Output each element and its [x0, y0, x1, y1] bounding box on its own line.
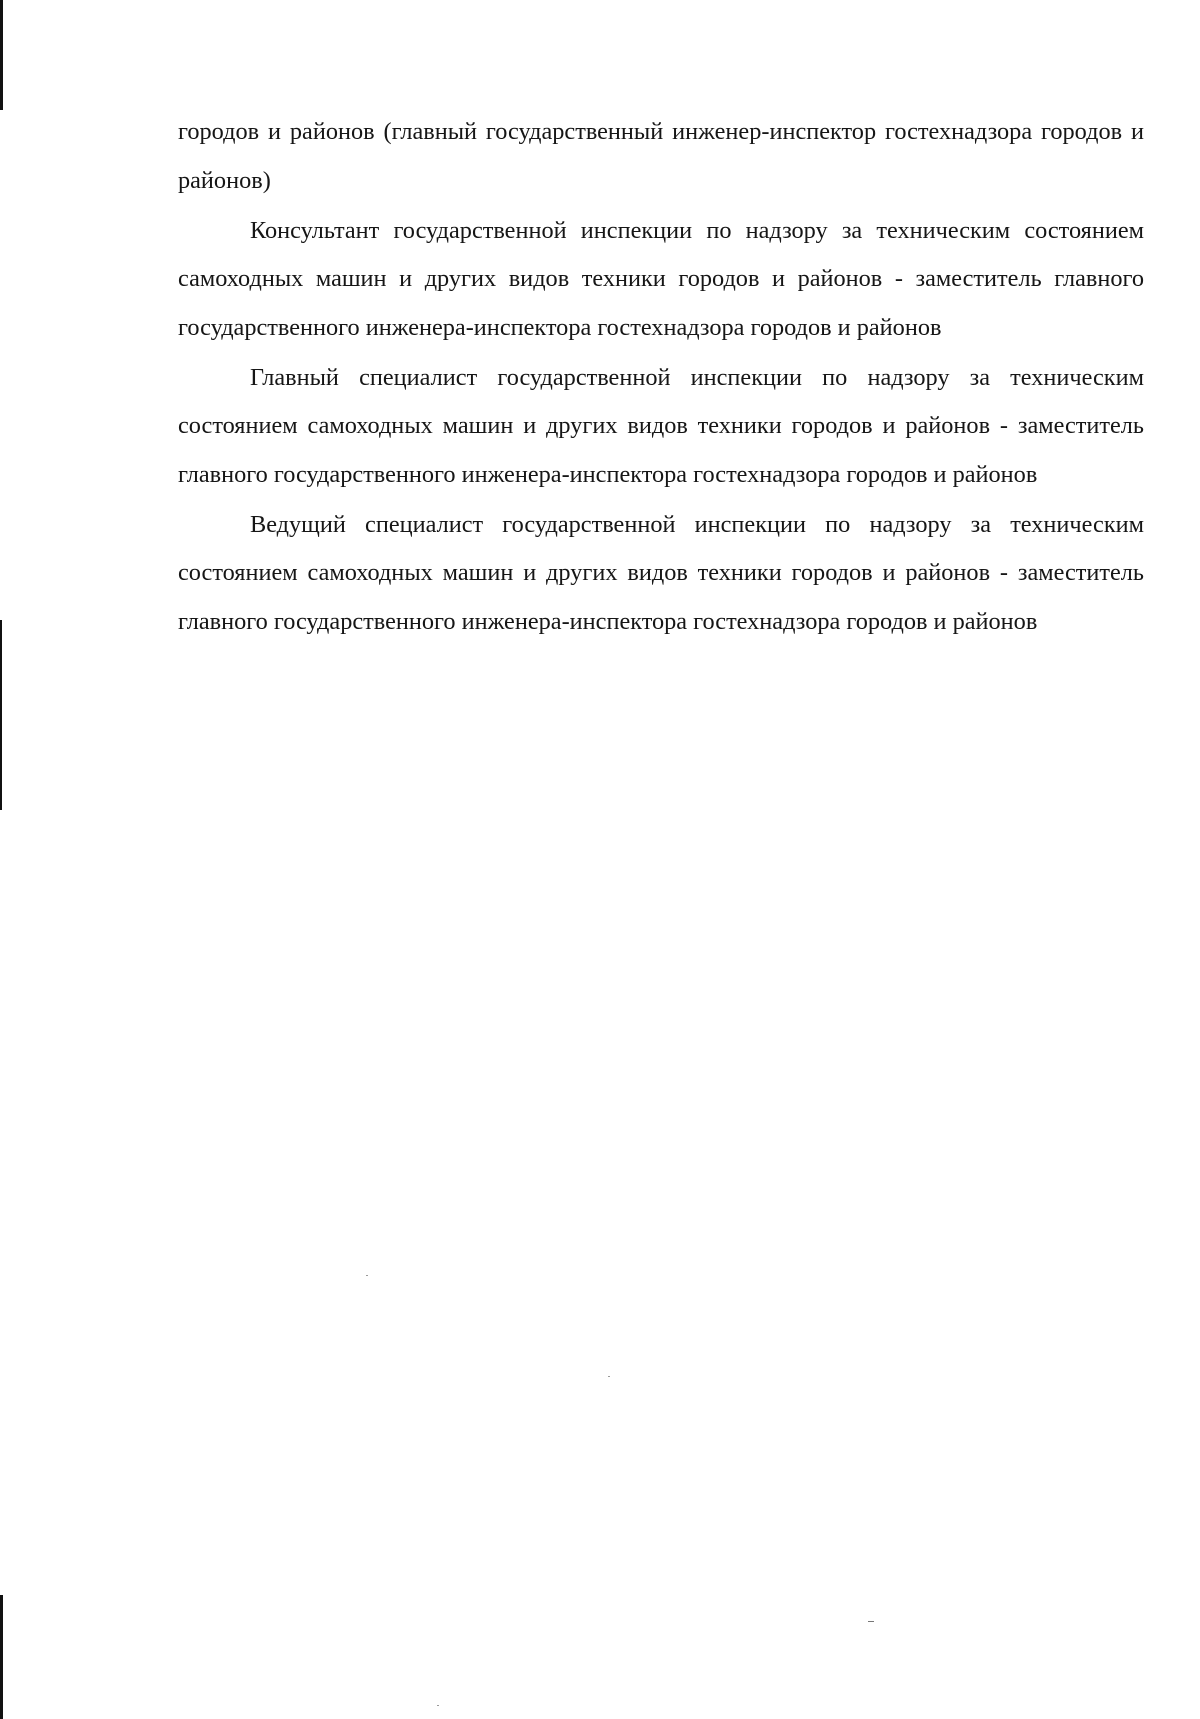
- scan-edge-top: [0, 0, 3, 110]
- paragraph-continuation: городов и районов (главный государственный инженер-инспектор гостехнадзора городов и районов): [178, 118, 1144, 194]
- scan-edge-middle: [0, 620, 2, 810]
- scan-speck: [437, 1705, 439, 1706]
- scan-edge-bottom: [0, 1595, 3, 1719]
- document-body: [178, 108, 1144, 648]
- paragraph-chief-specialist: Главный специалист государственной инспекции по надзору за техническим состоянием самоходных машин и других видов техники городов и районов - заместитель главного государственного инженера-инспектора гостехнадзора городов и районов: [178, 363, 1144, 488]
- paragraph-consultant: Консультант государственной инспекции по надзору за техническим состоянием самоходных машин и других видов техники городов и районов - заместитель главного государственного инженера-инспектора гостехнадзора городов и районов: [178, 216, 1144, 341]
- scan-speck: [366, 1275, 368, 1276]
- paragraph-leading-specialist: Ведущий специалист государственной инспекции по надзору за техническим состоянием самоходных машин и других видов техники городов и районов - заместитель главного государственного инженера-инспектора гостехнадзора городов и районов: [178, 510, 1144, 635]
- scan-speck: [608, 1376, 610, 1377]
- scan-speck: [868, 1621, 874, 1622]
